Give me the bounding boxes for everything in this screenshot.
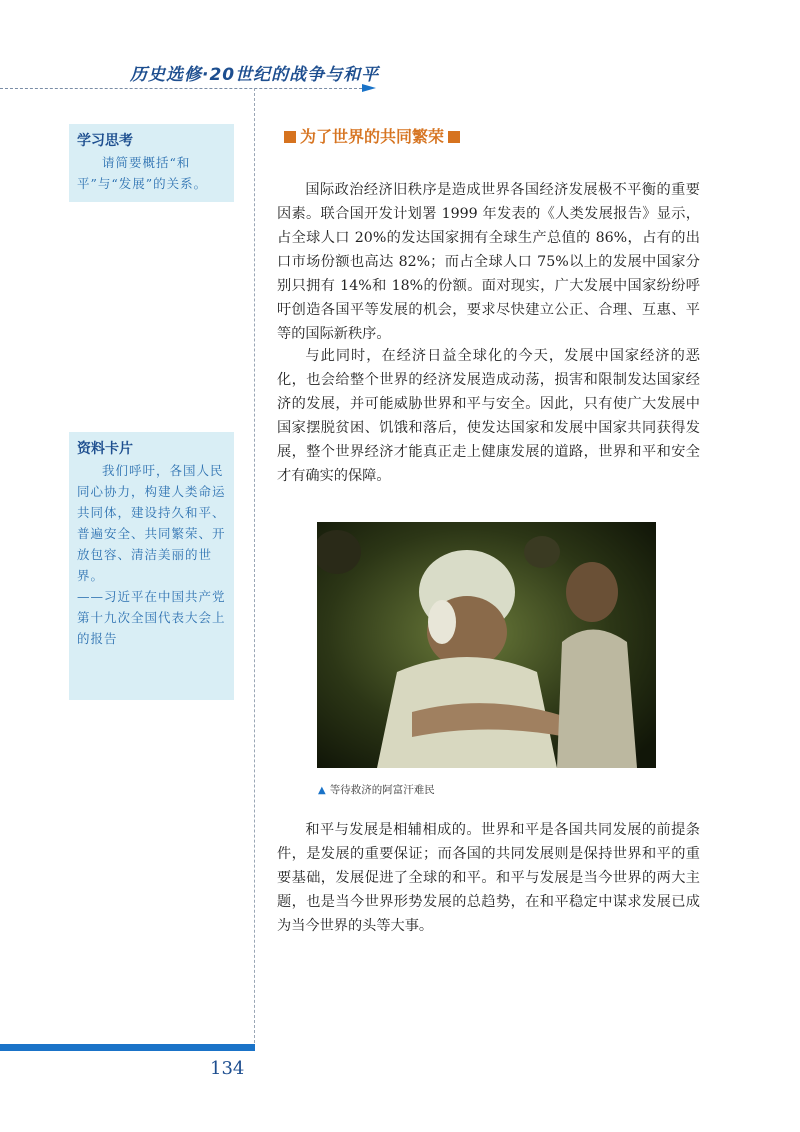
footer-bar	[0, 1044, 255, 1051]
page-number: 134	[210, 1058, 245, 1079]
header-arrow-icon	[362, 84, 376, 92]
paragraph-2: 与此同时，在经济日益全球化的今天，发展中国家经济的恶化，也会给整个世界的经济发展造成动荡，损害和限制发达国家经济的发展，并可能威胁世界和平与安全。因此，只有使广大发展中国家摆脱贫困、饥饿和落后，使发达国家和发展中国家共同获得发展，整个世界经济才能真正走上健康发展的道路，世界和平和安全才有确实的保障。	[277, 348, 700, 484]
info-card-title: 资料卡片	[77, 441, 133, 457]
photo-caption-text: 等待救济的阿富汗难民	[329, 784, 435, 796]
info-card-source: ——习近平在中国共产党第十九次全国代表大会上的报告	[77, 589, 226, 646]
photo-caption	[318, 782, 435, 797]
section-title-text: 为了世界的共同繁荣	[300, 127, 445, 146]
column-divider	[254, 88, 255, 1043]
triangle-marker-icon: ▲	[318, 785, 326, 796]
paragraph-1: 国际政治经济旧秩序是造成世界各国经济发展极不平衡的重要因素。联合国开发计划署 1999 年发表的《人类发展报告》显示，占全球人口 20%的发达国家拥有全球生产总值的 86%，占有的出口市场份额也高达 82%；而占全球人口 75%以上的发展中国家分别只拥有 14%和 18%的份额。面对现实，广大发展中国家纷纷呼吁创造各国平等发展的机会，要求尽快建立公正、合理、互惠、平等的国际新秩序。	[277, 182, 700, 342]
refugee-photo-illustration	[317, 522, 656, 768]
section-title	[280, 124, 464, 147]
square-bullet-icon	[284, 131, 296, 143]
paragraph-3: 和平与发展是相辅相成的。世界和平是各国共同发展的前提条件，是发展的重要保证；而各国的共同发展则是保持世界和平的重要基础，发展促进了全球的和平。和平与发展是当今世界的两大主题，也是当今世界形势发展的总趋势，在和平稳定中谋求发展已成为当今世界的头等大事。	[277, 822, 700, 934]
header-dashed-line	[0, 88, 362, 89]
info-card-text: 我们呼吁，各国人民同心协力，构建人类命运共同体，建设持久和平、普遍安全、共同繁荣、开放包容、清洁美丽的世界。	[77, 463, 226, 583]
running-header: 历史选修·20世纪的战争与和平	[130, 65, 380, 85]
info-card-box	[69, 432, 234, 700]
study-thinking-text: 请简要概括“和平”与“发展”的关系。	[77, 155, 208, 191]
study-thinking-box	[69, 124, 234, 202]
refugee-photo	[317, 522, 656, 768]
square-bullet-icon	[448, 131, 460, 143]
study-thinking-title: 学习思考	[77, 133, 133, 149]
